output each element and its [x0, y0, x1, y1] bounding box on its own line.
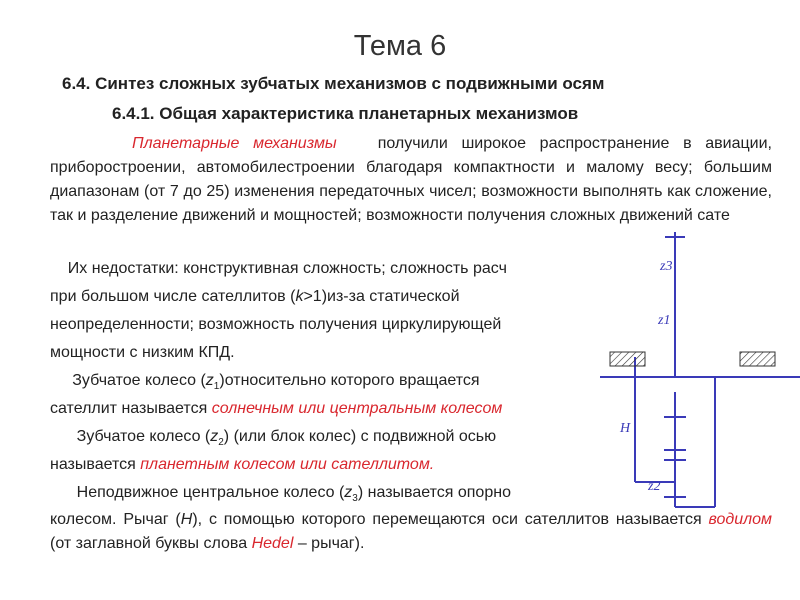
carrier-paragraph: колесом. Рычаг (H), с помощью которого перемещаются оси сателлитов называется водилом (от заглавной буквы слова Hedel – рычаг).	[50, 511, 772, 552]
ground-right	[740, 352, 775, 366]
intro-text: получили широкое распространение в авиации, приборостроении, автомобилестроении благодаря компактности и малому весу; большим диапазонам (от 7 до 25) изменения передаточных чисел; возможности выполнять как сложение, так и разделение движений и мощностей; возможности получения сложных движений сате	[50, 135, 773, 224]
intro-paragraph	[50, 132, 772, 228]
section-heading: 6.4. Синтез сложных зубчатых механизмов с подвижными осям	[62, 74, 605, 93]
planetary-mechanism-diagram	[600, 232, 800, 522]
drawbacks-line-3: неопределенности; возможность получения циркулирующей	[50, 316, 502, 333]
drawbacks-line-4: мощности с низким КПД.	[50, 344, 235, 361]
label-z1: z1	[658, 313, 671, 328]
term-planet-gear: планетным колесом или сателлитом.	[140, 456, 435, 473]
drawbacks-line-2: при большом числе сателлитов (k>1)из-за статической	[50, 288, 460, 305]
ground-left	[610, 352, 645, 366]
term-sun-gear: солнечным или центральным колесом	[211, 400, 503, 417]
fixed-line-1: Неподвижное центральное колесо $(z_3)$ называется опорно	[76, 484, 511, 505]
term-hedel: Hedel	[251, 535, 294, 552]
term-planetary: Планетарные механизмы	[131, 135, 337, 152]
page-title: Тема 6	[353, 30, 447, 62]
term-carrier: водилом	[708, 511, 772, 528]
planet-line-1: Зубчатое колесо $(z_2)$ (или блок колес) с подвижной осью	[76, 428, 497, 449]
sun-line-2: сателлит называется солнечным или центральным колесом	[50, 400, 503, 417]
drawbacks-line-1: Их недостатки: конструктивная сложность; сложность расч	[67, 260, 507, 277]
planet-line-2: называется планетным колесом или сателлитом.	[50, 456, 435, 473]
sun-line-1: Зубчатое колесо $(z_1)относительно$ которого вращается	[72, 372, 480, 393]
subsection-heading: 6.4.1. Общая характеристика планетарных механизмов	[112, 104, 579, 123]
label-z3: z3	[660, 259, 673, 274]
label-h: H	[620, 421, 631, 436]
label-z2: z2	[648, 479, 661, 494]
